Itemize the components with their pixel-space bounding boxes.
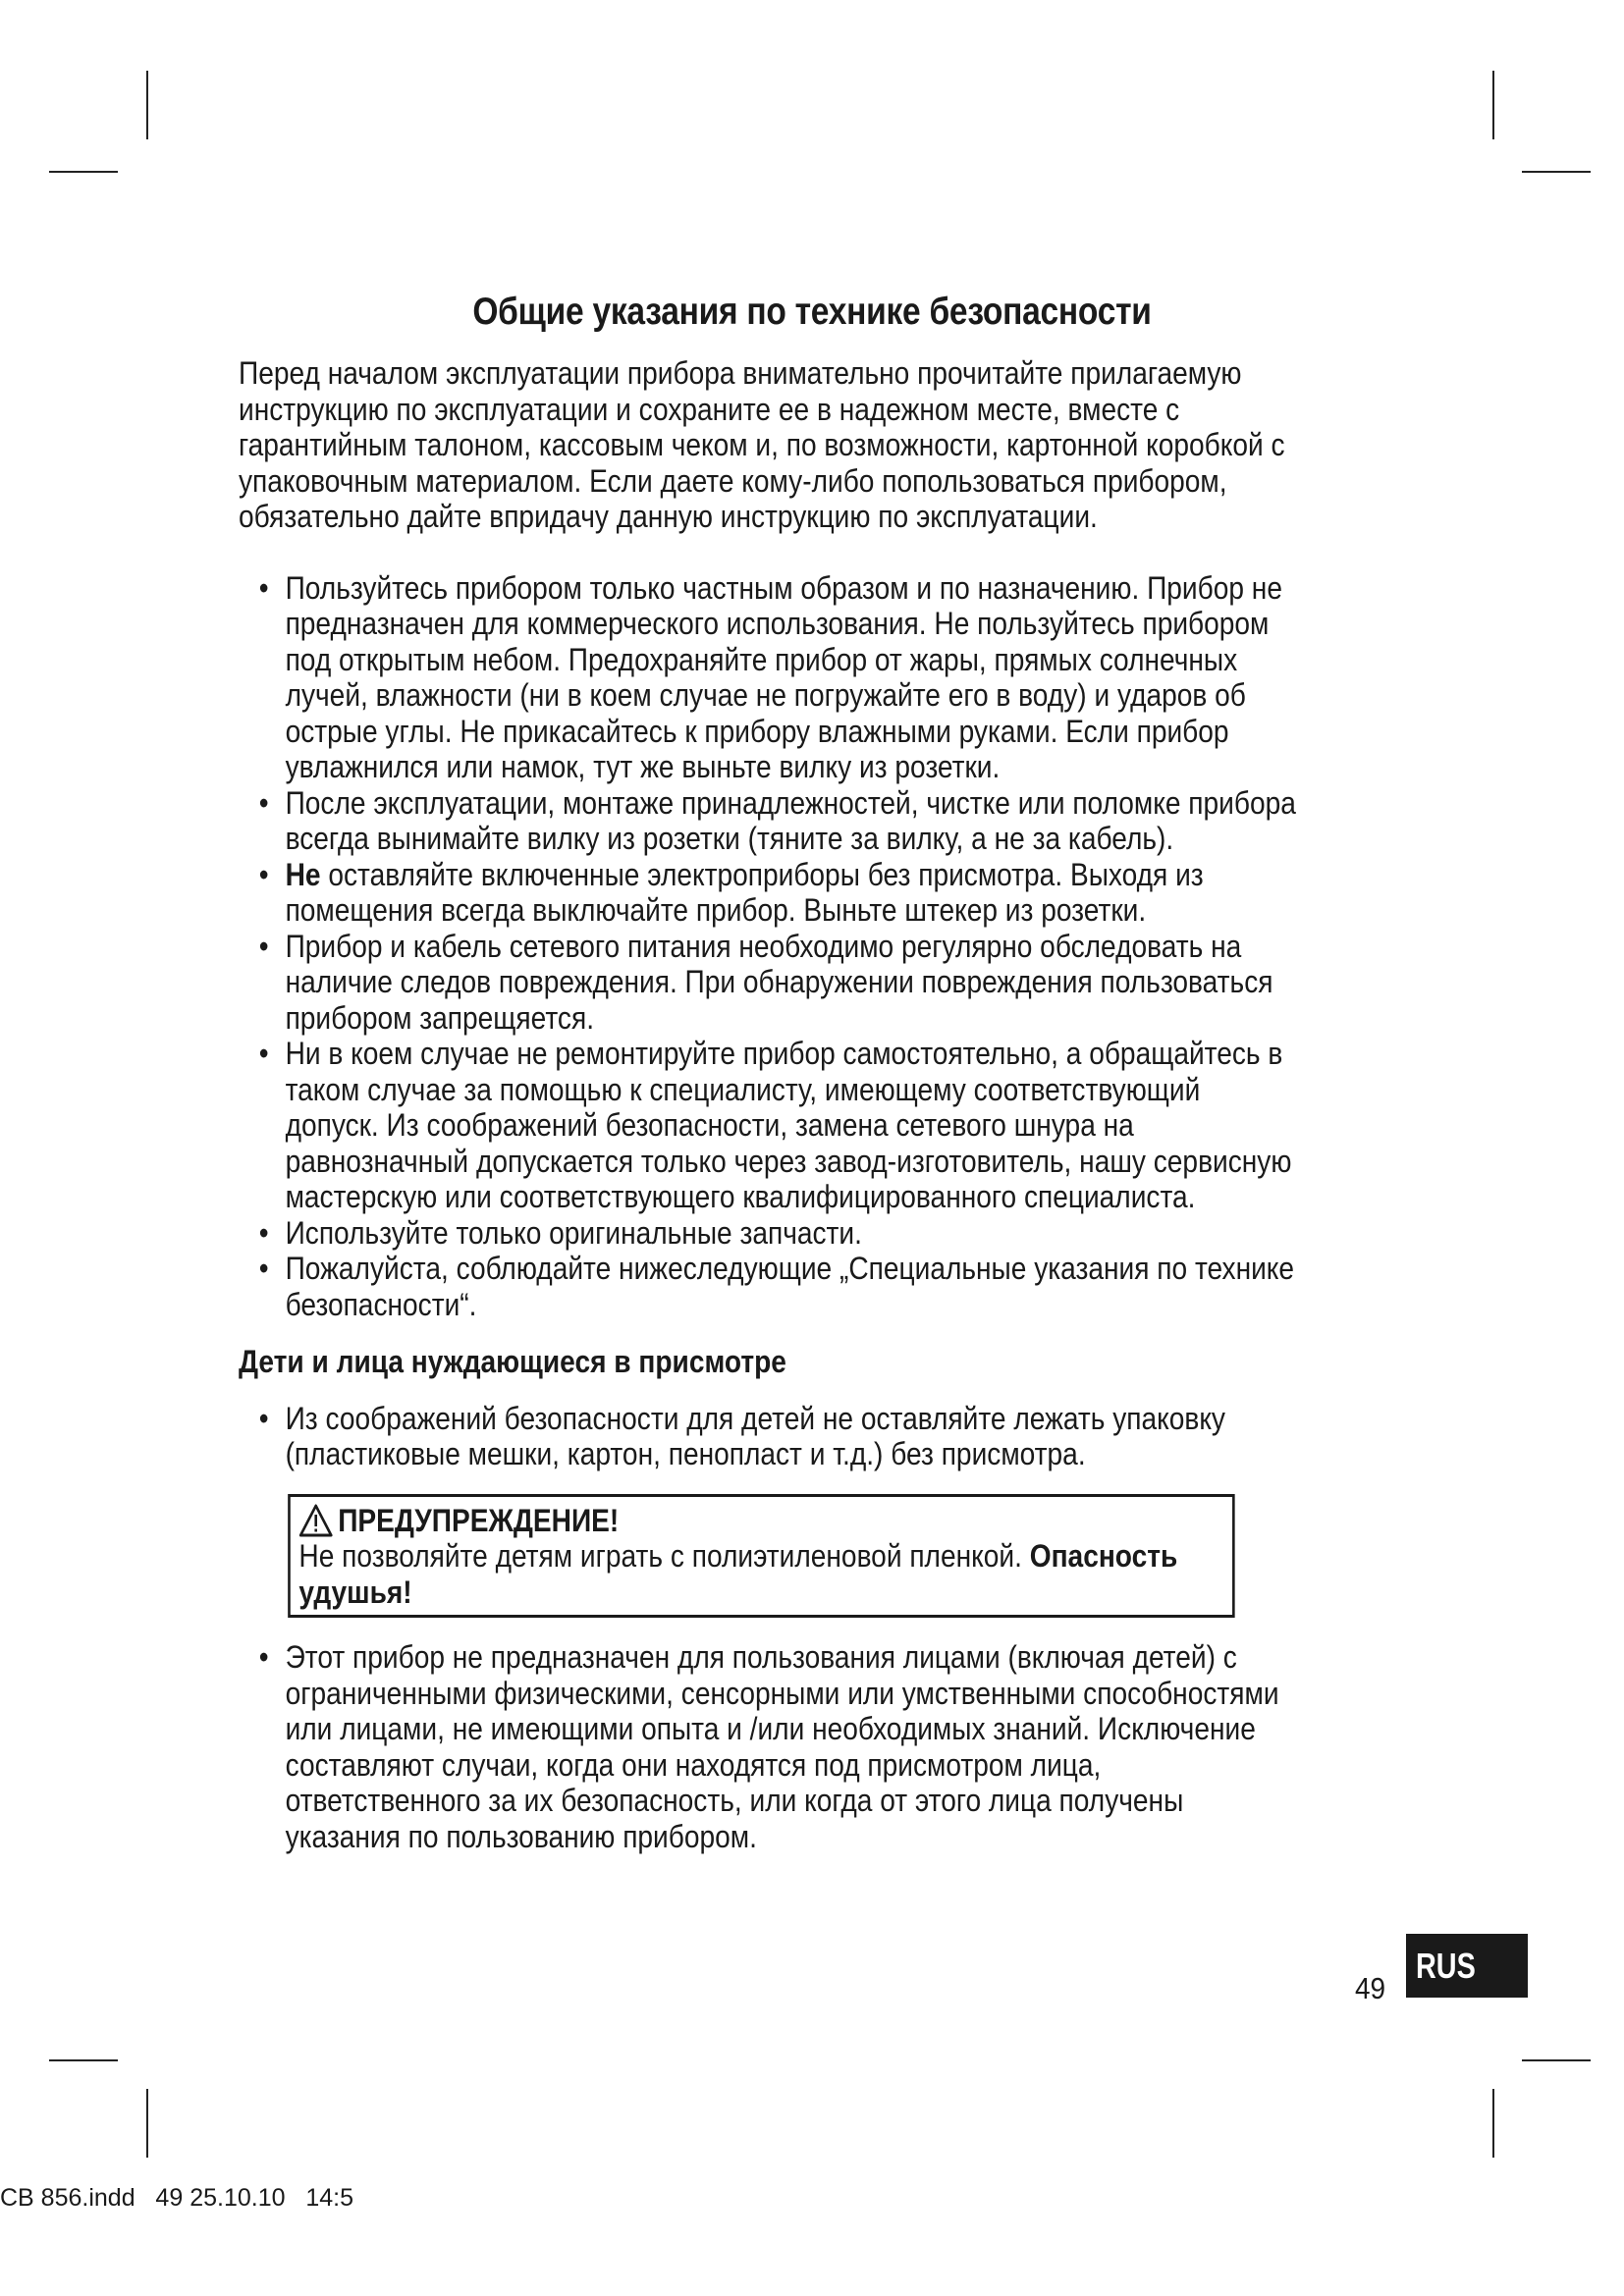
warning-box <box>288 1494 1234 1619</box>
list-item: • После эксплуатации, монтаже принадлежностей, чистке или поломке прибора всегда вынимайте вилку из розетки (тяните за вилку, а не за кабель). <box>258 784 1296 856</box>
crop-mark-top-left-vertical <box>146 71 148 139</box>
print-slug: CB 856.indd 49 25.10.10 14:5 <box>0 2184 353 2212</box>
list-item: • Используйте только оригинальные запчасти. <box>258 1214 862 1251</box>
crop-mark-bottom-right-horizontal <box>1522 2059 1591 2061</box>
warning-emphasis: Опасность удушья! <box>298 1538 1178 1610</box>
list-item: • Прибор и кабель сетевого питания необходимо регулярно обследовать на наличие следов повреждения. При обнаружении повреждения пользоваться прибором запрещяется. <box>258 928 1273 1036</box>
crop-mark-bottom-left-vertical <box>146 2089 148 2158</box>
crop-mark-top-left-horizontal <box>49 171 118 173</box>
list-item: • Ни в коем случае не ремонтируйте прибор самостоятельно, а обращайтесь в таком случае за помощью к специалисту, имеющему соответствующий допуск. Из соображений безопасности, замена сетевого шнура на равнозначный допускается только через завод-изготовитель, нашу сервисную мастерскую или соответствующего квалифицированного специалиста. <box>258 1036 1292 1214</box>
crop-mark-bottom-right-vertical <box>1492 2089 1494 2158</box>
page-number: 49 <box>1355 1971 1386 2005</box>
warning-text: Не позволяйте детям играть с полиэтиленовой пленкой. Опасность удушья! <box>298 1538 1178 1610</box>
capability-list <box>239 1639 1300 1854</box>
children-list <box>239 1401 1300 1472</box>
crop-mark-top-right-horizontal <box>1522 171 1591 173</box>
warning-title: ПРЕДУПРЕЖДЕНИЕ! <box>338 1502 620 1538</box>
list-item: • Не оставляйте включенные электроприборы без присмотра. Выходя из помещения всегда выключайте прибор. Выньте штекер из розетки. <box>258 856 1204 928</box>
intro-paragraph: Перед началом эксплуатации прибора внимательно прочитайте прилагаемую инструкцию по эксплуатации и сохраните ее в надежном месте, вместе с гарантийным талоном, кассовым чеком и, по возможности, картонной коробкой с упаковочным материалом. Если даете кому-либо попользоваться прибором, обязательно дайте впридачу данную инструкцию по эксплуатации. <box>239 355 1285 534</box>
warning-header <box>298 1503 1223 1539</box>
main-content <box>239 355 1300 1854</box>
warning-triangle-icon <box>298 1504 333 1537</box>
list-item: • Из соображений безопасности для детей не оставляйте лежать упаковку (пластиковые мешки, картон, пенопласт и т.д.) без присмотра. <box>258 1400 1225 1471</box>
list-item: • Этот прибор не предназначен для пользования лицами (включая детей) с ограниченными физическими, сенсорными или умственными способностями или лицами, не имеющими опыта и /или необходимых знаний. Исключение составляют случаи, когда они находятся под присмотром лица, ответственного за их безопасность, или когда от этого лица получены указания по пользованию прибором. <box>258 1639 1279 1854</box>
crop-mark-top-right-vertical <box>1492 71 1494 139</box>
children-heading: Дети и лица нуждающиеся в присмотре <box>239 1344 786 1379</box>
language-tab: RUS <box>1406 1934 1528 1998</box>
list-item: • Пользуйтесь прибором только частным образом и по назначению. Прибор не предназначен для коммерческого использования. Не пользуйтесь прибором под открытым небом. Предохраняйте прибор от жары, прямых солнечных лучей, влажности (ни в коем случае не погружайте его в воду) и ударов об острые углы. Не прикасайтесь к прибору влажными руками. Если прибор увлажнился или намок, тут же выньте вилку из розетки. <box>258 569 1282 784</box>
list-item: • Пожалуйста, соблюдайте нижеследующие „Специальные указания по технике безопасности“. <box>258 1251 1295 1322</box>
crop-mark-bottom-left-horizontal <box>49 2059 118 2061</box>
page-title: Общие указания по технике безопасности <box>472 291 1152 333</box>
safety-list <box>239 570 1300 1323</box>
